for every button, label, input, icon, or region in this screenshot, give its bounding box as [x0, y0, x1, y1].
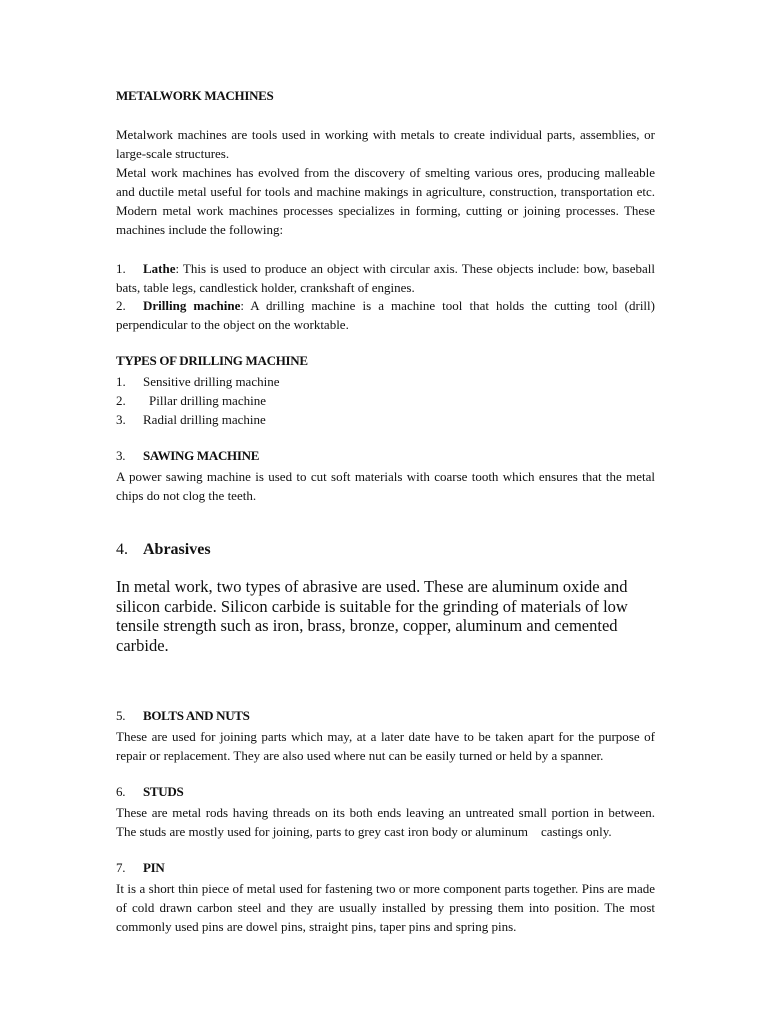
list-text: : This is used to produce an object with circular axis. These objects include: bow, baseball bats, table legs, candlestick holder, crankshaft of engines.	[116, 261, 655, 295]
list-term: Drilling machine	[143, 298, 241, 313]
list-text: Sensitive drilling machine	[143, 374, 280, 389]
section-heading: PIN	[143, 860, 165, 875]
bolts-paragraph: These are used for joining parts which may, at a later date have to be taken apart for the purpose of repair or replacement. They are also used where nut can be easily turned or held by a spanner.	[116, 729, 655, 763]
studs-paragraph: These are metal rods having threads on its both ends leaving an untreated small portion in between. The studs are mostly used for joining, parts to grey cast iron body or aluminum castings only.	[116, 805, 659, 839]
intro-paragraph-2: Metal work machines has evolved from the discovery of smelting various ores, producing malleable and ductile metal useful for tools and machine makings in agriculture, construction, transportation etc. Modern metal work machines processes specializes in forming, cutting or joining processes. These machines include the following:	[116, 165, 655, 237]
section-number: 5.	[116, 708, 126, 723]
sawing-paragraph: A power sawing machine is used to cut soft materials with coarse tooth which ensures that the metal chips do not clog the teeth.	[116, 469, 655, 503]
sawing-heading	[116, 448, 655, 464]
list-number: 3.	[116, 412, 126, 427]
pin-paragraph: It is a short thin piece of metal used for fastening two or more component parts together. Pins are made of cold drawn carbon steel and they are usually installed by pressing them into position. The most commonly used pins are dowel pins, straight pins, taper pins and spring pins.	[116, 881, 655, 934]
abrasives-paragraph: In metal work, two types of abrasive are used. These are aluminum oxide and silicon carbide. Silicon carbide is suitable for the grinding of materials of low tensile strength such as iron, brass, bronze, copper, aluminum and cemented carbide.	[116, 577, 628, 655]
drilling-type-item	[116, 410, 655, 429]
list-text: Pillar drilling machine	[149, 393, 266, 408]
list-number: 2.	[116, 393, 126, 408]
page-title: METALWORK MACHINES	[116, 88, 274, 103]
section-number: 3.	[116, 448, 126, 463]
drilling-type-item	[116, 391, 655, 410]
section-number: 4.	[116, 541, 128, 558]
list-number: 1.	[116, 261, 126, 276]
drilling-types-heading: TYPES OF DRILLING MACHINE	[116, 353, 308, 368]
pin-heading	[116, 860, 655, 876]
list-item-lathe	[116, 259, 655, 297]
section-heading: BOLTS AND NUTS	[143, 708, 250, 723]
list-item-drilling-machine	[116, 296, 655, 334]
list-text: : A drilling machine is a machine tool that holds the cutting tool (drill) perpendicular to the object on the worktable.	[116, 298, 655, 332]
section-number: 6.	[116, 784, 126, 799]
list-number: 2.	[116, 298, 126, 313]
list-text: Radial drilling machine	[143, 412, 266, 427]
studs-heading	[116, 784, 655, 800]
bolts-heading	[116, 708, 655, 724]
intro-paragraph-1: Metalwork machines are tools used in working with metals to create individual parts, assemblies, or large-scale structures.	[116, 127, 655, 161]
section-heading: STUDS	[143, 784, 184, 799]
abrasives-heading	[116, 541, 655, 559]
list-term: Lathe	[143, 261, 176, 276]
drilling-type-item	[116, 372, 655, 391]
list-number: 1.	[116, 374, 126, 389]
section-number: 7.	[116, 860, 126, 875]
section-heading: Abrasives	[143, 541, 211, 558]
section-heading: SAWING MACHINE	[143, 448, 260, 463]
